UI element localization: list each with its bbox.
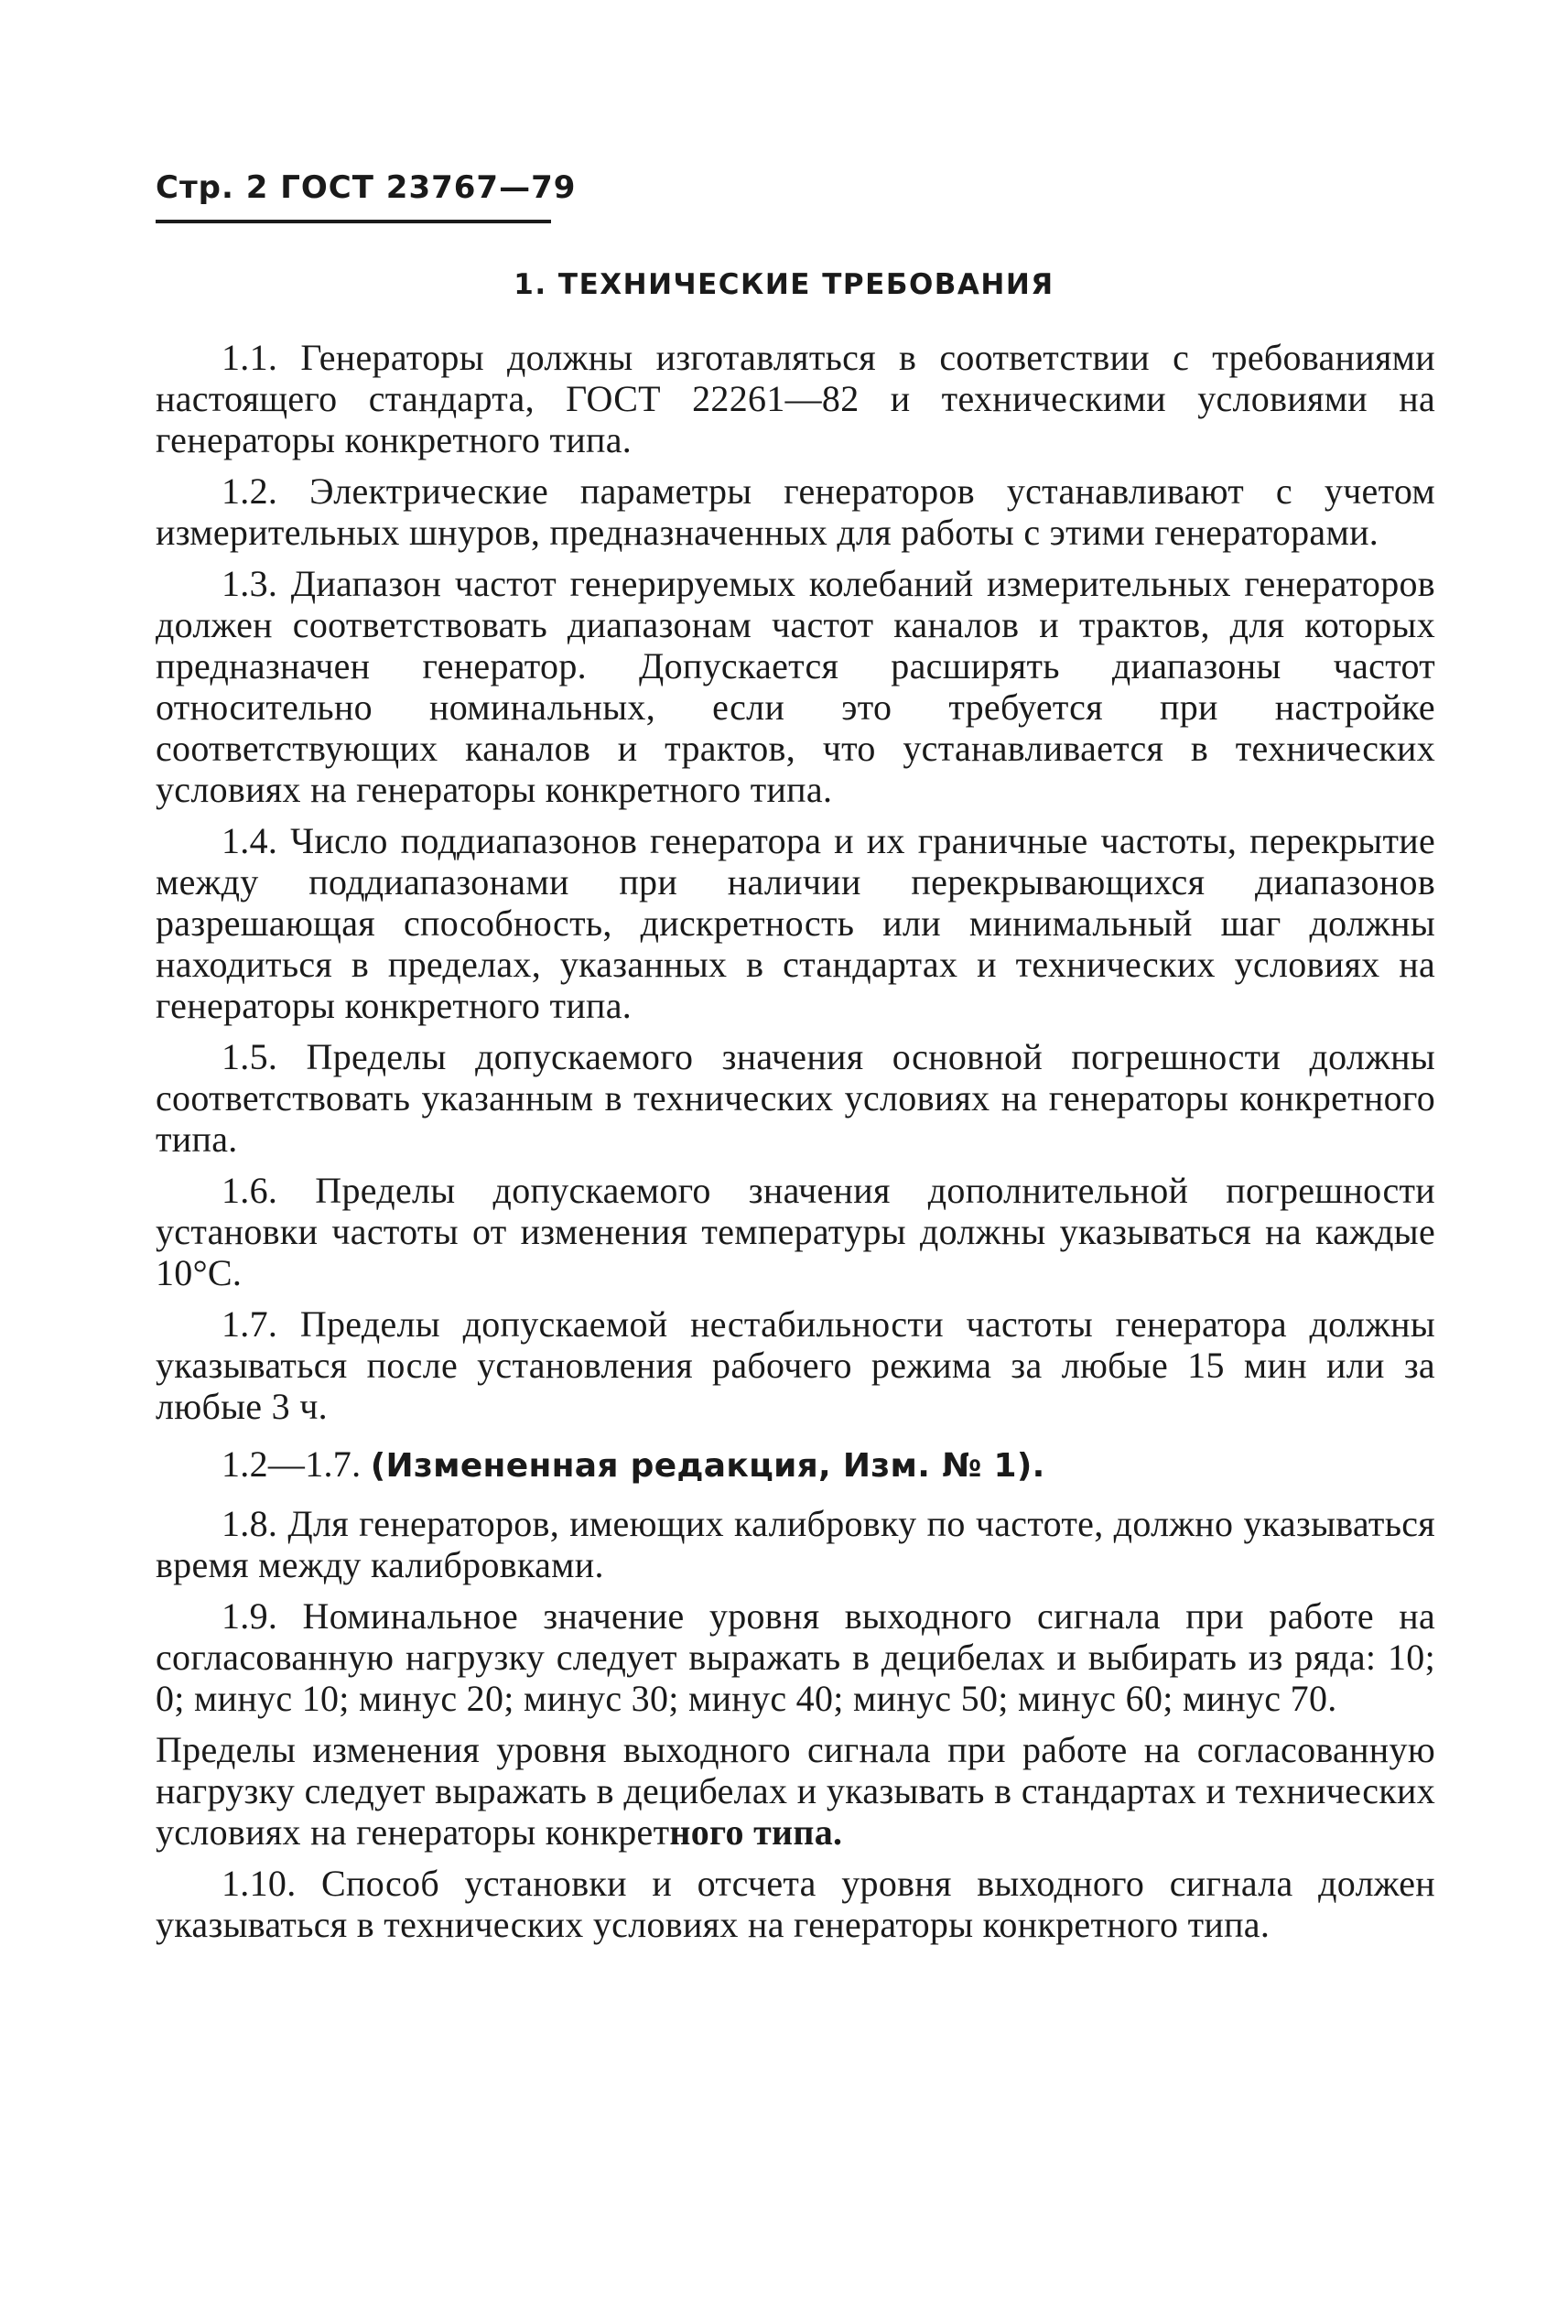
paragraph-1-7: 1.7. Пределы допускаемой нестабильности частоты генератора должны указываться после установления рабочего режима за любые 15 мин или за любые 3 ч. xyxy=(156,1303,1435,1427)
document-body xyxy=(156,337,1435,1955)
paragraph-1-3: 1.3. Диапазон частот генерируемых колебаний измерительных генераторов должен соответствовать диапазонам частот каналов и трактов, для которых предназначен генератор. Допускается расширять диапазоны частот относительно номинальных, если это требуется при настройке соответствующих каналов и трактов, что устанавливается в технических условиях на генераторы конкретного типа. xyxy=(156,563,1435,810)
amendment-range: 1.2—1.7. xyxy=(222,1443,362,1485)
paragraph-1-10: 1.10. Способ установки и отсчета уровня выходного сигнала должен указываться в технических условиях на генераторы конкретного типа. xyxy=(156,1863,1435,1945)
paragraph-1-1: 1.1. Генераторы должны изготавляться в соответствии с требованиями настоящего стандарта, ГОСТ 22261—82 и техническими условиями на генераторы конкретного типа. xyxy=(156,337,1435,460)
amendment-note xyxy=(156,1443,1435,1486)
paragraph-1-9-continuation xyxy=(156,1729,1435,1853)
paragraph-1-8: 1.8. Для генераторов, имеющих калибровку по частоте, должно указываться время между калибровками. xyxy=(156,1503,1435,1585)
continuation-tail: ного типа. xyxy=(669,1811,843,1853)
paragraph-1-9: 1.9. Номинальное значение уровня выходного сигнала при работе на согласованную нагрузку следует выражать в децибелах и выбирать из ряда: 10; 0; минус 10; минус 20; минус 30; минус 40; минус 50; минус 60; минус 70. xyxy=(156,1595,1435,1719)
header-rule xyxy=(156,220,551,223)
continuation-text: Пределы изменения уровня выходного сигнала при работе на согласованную нагрузку следует выражать в децибелах и указывать в стандартах и технических условиях на генераторы конкрет xyxy=(156,1729,1435,1853)
paragraph-1-4: 1.4. Число поддиапазонов генератора и их граничные частоты, перекрытие между поддиапазонами при наличии перекрывающихся диапазонов разрешающая способность, дискретность или минимальный шаг должны находиться в пределах, указанных в стандартах и технических условиях на генераторы конкретного типа. xyxy=(156,820,1435,1026)
section-title: 1. ТЕХНИЧЕСКИЕ ТРЕБОВАНИЯ xyxy=(514,268,1054,301)
running-header: Стр. 2 ГОСТ 23767—79 xyxy=(156,169,577,206)
paragraph-1-5: 1.5. Пределы допускаемого значения основной погрешности должны соответствовать указанным в технических условиях на генераторы конкретного типа. xyxy=(156,1036,1435,1160)
paragraph-1-2: 1.2. Электрические параметры генераторов устанавливают с учетом измерительных шнуров, предназначенных для работы с этими генераторами. xyxy=(156,470,1435,553)
paragraph-1-6: 1.6. Пределы допускаемого значения дополнительной погрешности установки частоты от изменения температуры должны указываться на каждые 10°С. xyxy=(156,1170,1435,1293)
amendment-text: (Измененная редакция, Изм. № 1). xyxy=(370,1447,1045,1485)
